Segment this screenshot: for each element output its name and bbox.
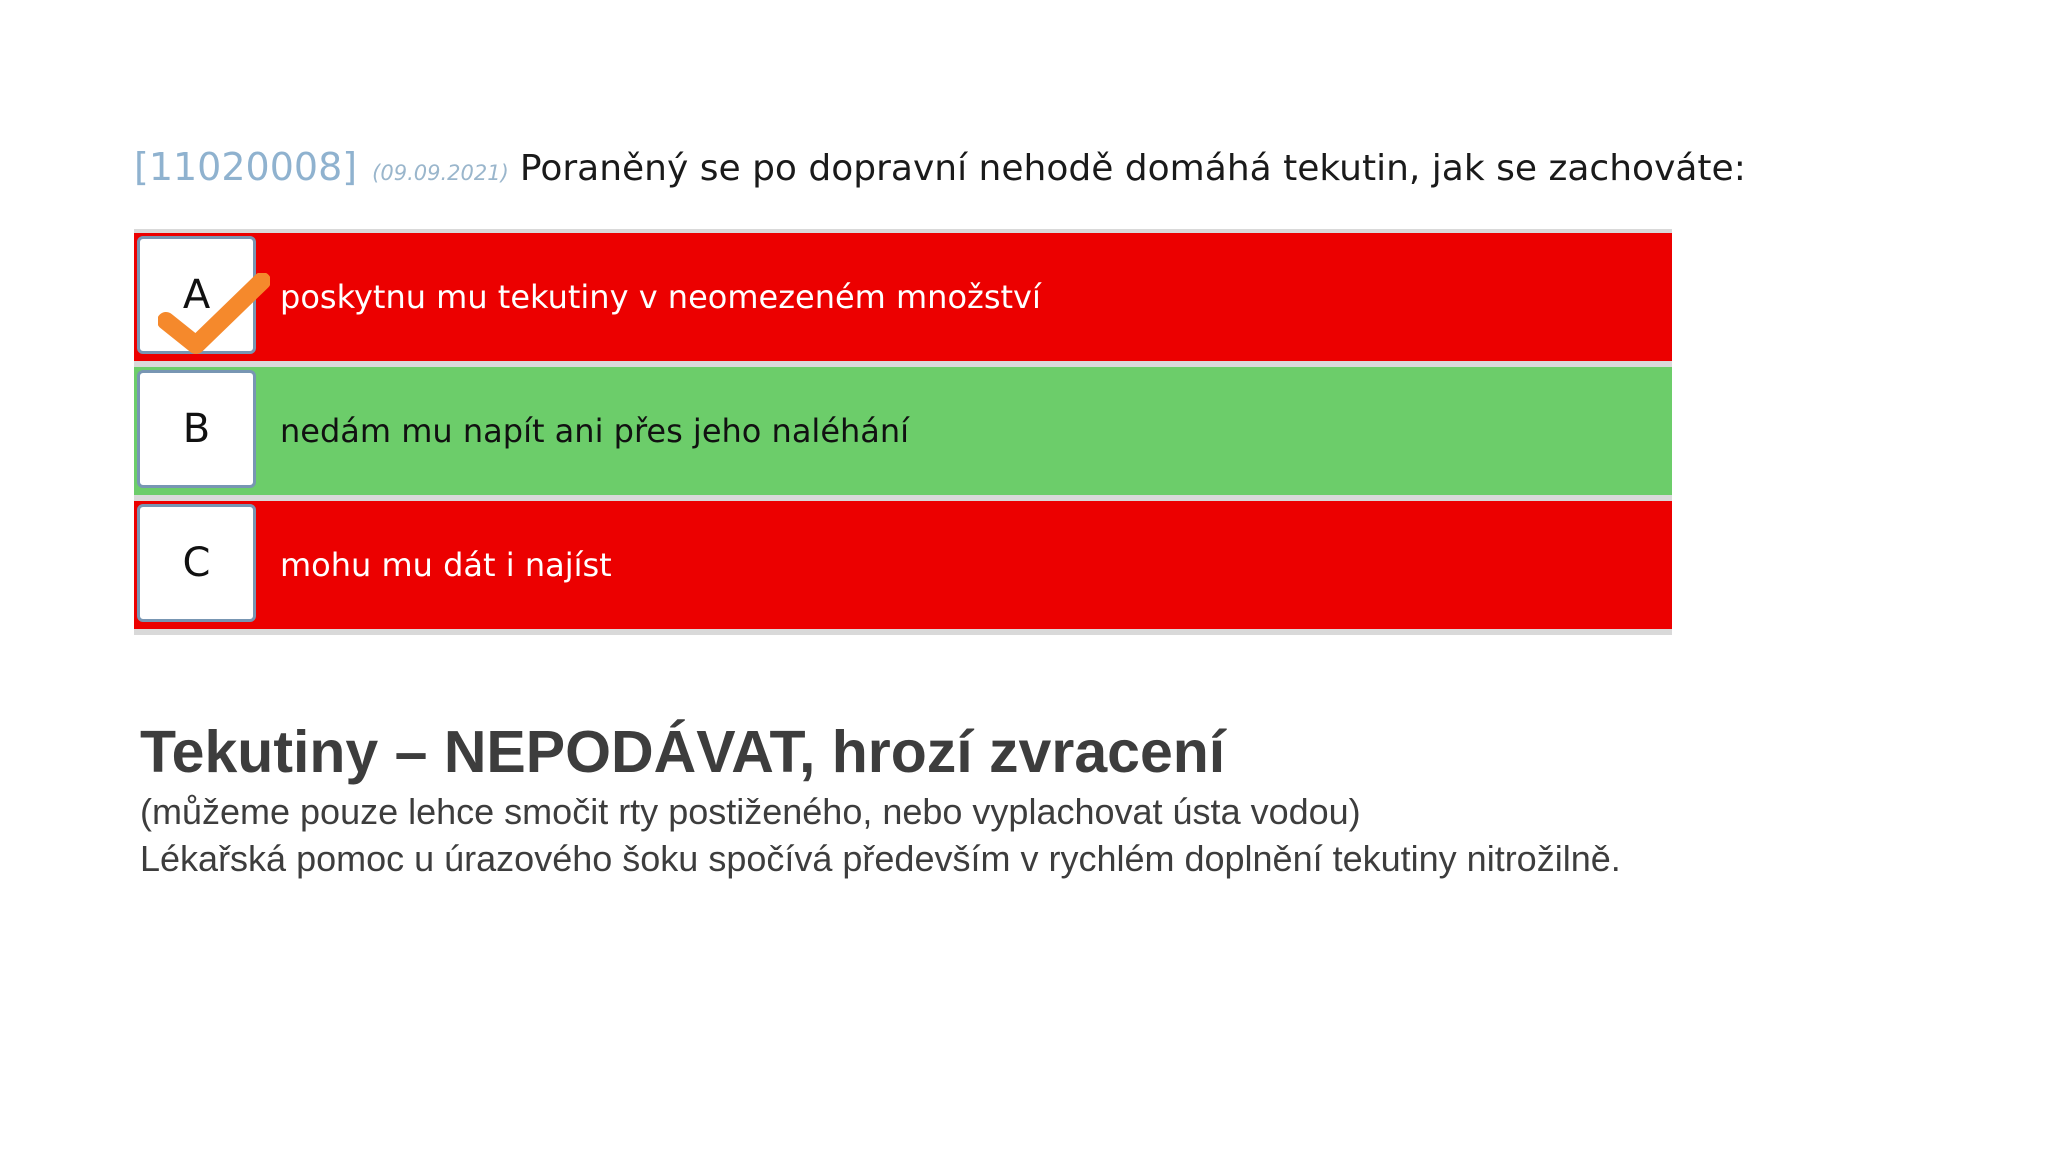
answer-text: mohu mu dát i najíst bbox=[280, 546, 612, 584]
answer-option-c[interactable] bbox=[134, 501, 1672, 635]
question-id: [11020008] bbox=[134, 145, 358, 189]
explanation bbox=[140, 716, 1621, 882]
explanation-line: Lékařská pomoc u úrazového šoku spočívá především v rychlém doplnění tekutiny nitrožilně. bbox=[140, 838, 1621, 879]
answer-text: poskytnu mu tekutiny v neomezeném množství bbox=[280, 278, 1041, 316]
explanation-line: (můžeme pouze lehce smočit rty postiženého, nebo vyplachovat ústa vodou) bbox=[140, 791, 1361, 832]
answer-list bbox=[134, 229, 1672, 635]
answer-letter: A bbox=[182, 272, 211, 318]
answer-option-b[interactable] bbox=[134, 367, 1672, 501]
answer-text: nedám mu napít ani přes jeho naléhání bbox=[280, 412, 910, 450]
question-date: (09.09.2021) bbox=[372, 161, 509, 185]
answer-letter: C bbox=[182, 540, 211, 586]
answer-letter: B bbox=[182, 406, 211, 452]
checkmark-icon bbox=[158, 273, 270, 357]
question-text: Poraněný se po dopravní nehodě domáhá tekutin, jak se zachováte: bbox=[519, 148, 1746, 189]
explanation-title: Tekutiny – NEPODÁVAT, hrozí zvracení bbox=[140, 719, 1226, 785]
answer-letter-box[interactable] bbox=[137, 370, 256, 488]
question-header bbox=[134, 138, 1746, 204]
answer-letter-box[interactable] bbox=[137, 504, 256, 622]
answer-option-a[interactable] bbox=[134, 233, 1672, 367]
